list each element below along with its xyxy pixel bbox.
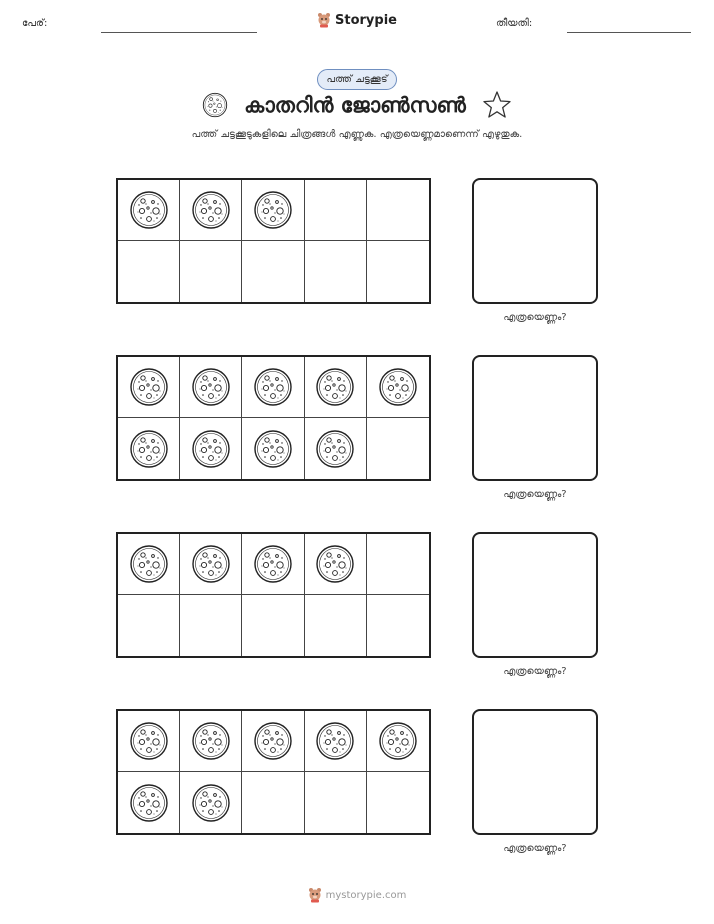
- ten-frame-cell: [305, 418, 367, 479]
- brand: [0, 12, 714, 32]
- ten-frame-cell: [242, 357, 304, 418]
- moon-icon: [253, 721, 293, 761]
- date-field[interactable]: [567, 32, 691, 33]
- ten-frame-cell: [367, 180, 429, 241]
- name-label: പേര്:: [22, 18, 48, 29]
- moon-icon: [315, 721, 355, 761]
- date-label: തീയതി:: [496, 18, 533, 29]
- moon-icon: [378, 721, 418, 761]
- ten-frame-cell: [305, 357, 367, 418]
- ten-frame-cell: [118, 180, 180, 241]
- moon-icon: [191, 783, 231, 823]
- ten-frame-cell: [118, 418, 180, 479]
- moon-icon: [315, 544, 355, 584]
- ten-frame-cell: [305, 595, 367, 656]
- moon-icon: [253, 544, 293, 584]
- ten-frame-cell: [118, 772, 180, 833]
- moon-icon: [253, 190, 293, 230]
- ten-frame-cell: [118, 711, 180, 772]
- ten-frame-cell: [367, 241, 429, 302]
- ten-frame-cell: [367, 711, 429, 772]
- ten-frame-cell: [367, 418, 429, 479]
- ten-frame-cell: [367, 772, 429, 833]
- how-many-label: എത്രയെണ്ണം?: [503, 489, 567, 500]
- ten-frame-cell: [118, 241, 180, 302]
- ten-frame-cell: [118, 595, 180, 656]
- star-icon: [482, 90, 512, 120]
- ten-frame-cell: [180, 595, 242, 656]
- ten-frame-cell: [242, 595, 304, 656]
- moon-icon: [378, 367, 418, 407]
- ten-frame-cell: [180, 180, 242, 241]
- ten-frame: [116, 709, 431, 835]
- instructions: പത്ത് ചട്ടക്കൂടുകളിലെ ചിത്രങ്ങൾ എണ്ണുക. എത്രയെണ്ണമാണെന്ന് എഴുതുക.: [191, 129, 523, 140]
- ten-frame-cell: [367, 534, 429, 595]
- ten-frame-cell: [305, 241, 367, 302]
- ten-frame-cell: [367, 595, 429, 656]
- moon-icon: [191, 544, 231, 584]
- moon-icon: [129, 721, 169, 761]
- ten-frame-cell: [180, 357, 242, 418]
- ten-frame: [116, 178, 431, 304]
- answer-box[interactable]: [472, 709, 598, 835]
- ten-frame-cell: [305, 180, 367, 241]
- ten-frame-cell: [118, 357, 180, 418]
- moon-icon: [191, 190, 231, 230]
- moon-icon: [129, 367, 169, 407]
- answer-box[interactable]: [472, 355, 598, 481]
- moon-icon: [129, 429, 169, 469]
- storypie-logo-icon: [308, 887, 322, 903]
- brand-name: Storypie: [335, 12, 397, 28]
- moon-icon: [315, 367, 355, 407]
- answer-box[interactable]: [472, 532, 598, 658]
- footer: [0, 887, 714, 907]
- ten-frame-cell: [180, 418, 242, 479]
- moon-icon: [253, 429, 293, 469]
- moon-icon: [315, 429, 355, 469]
- ten-frame-cell: [180, 711, 242, 772]
- ten-frame-cell: [118, 534, 180, 595]
- answer-box[interactable]: [472, 178, 598, 304]
- ten-frame-cell: [305, 534, 367, 595]
- ten-frame-cell: [242, 772, 304, 833]
- how-many-label: എത്രയെണ്ണം?: [503, 312, 567, 323]
- ten-frame-cell: [180, 241, 242, 302]
- page-title: കാതറിൻ ജോൺസൺ: [244, 92, 466, 117]
- moon-icon: [191, 429, 231, 469]
- ten-frame-cell: [180, 772, 242, 833]
- ten-frame-cell: [367, 357, 429, 418]
- worksheet-type-badge: പത്ത് ചട്ടക്കൂട്: [317, 69, 396, 90]
- ten-frame-cell: [242, 418, 304, 479]
- how-many-label: എത്രയെണ്ണം?: [503, 666, 567, 677]
- title-row: [0, 90, 714, 120]
- ten-frame-cell: [305, 711, 367, 772]
- moon-icon: [253, 367, 293, 407]
- moon-icon: [129, 544, 169, 584]
- ten-frame-cell: [180, 534, 242, 595]
- how-many-label: എത്രയെണ്ണം?: [503, 843, 567, 854]
- ten-frame-cell: [242, 711, 304, 772]
- moon-icon: [129, 783, 169, 823]
- name-field[interactable]: [101, 32, 257, 33]
- moon-icon: [202, 92, 228, 118]
- moon-icon: [191, 367, 231, 407]
- ten-frame-cell: [305, 772, 367, 833]
- ten-frame-cell: [242, 241, 304, 302]
- moon-icon: [191, 721, 231, 761]
- storypie-logo-icon: [317, 12, 331, 28]
- moon-icon: [129, 190, 169, 230]
- ten-frame-cell: [242, 180, 304, 241]
- ten-frame: [116, 355, 431, 481]
- footer-url: mystorypie.com: [325, 889, 407, 901]
- ten-frame: [116, 532, 431, 658]
- ten-frame-cell: [242, 534, 304, 595]
